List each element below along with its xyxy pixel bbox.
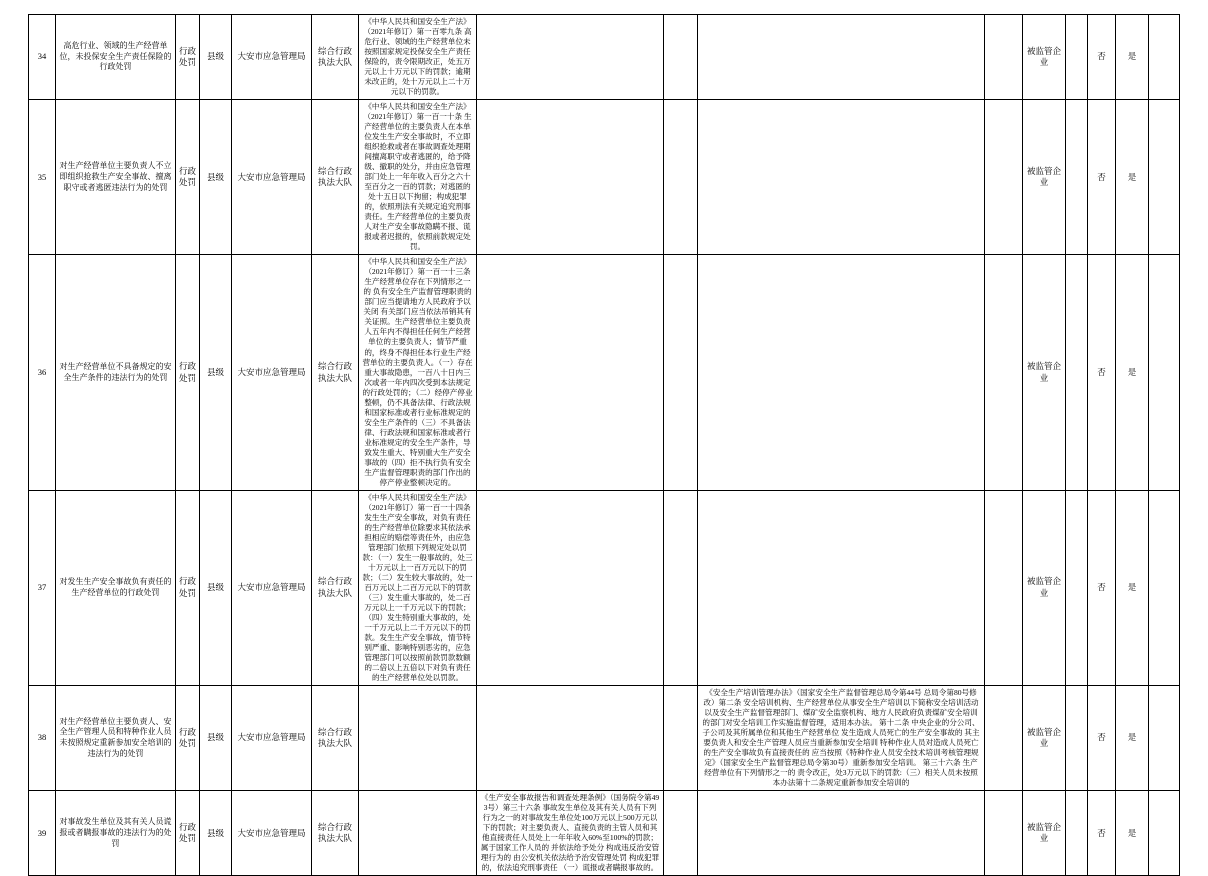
empty-cell [664, 15, 698, 100]
empty-cell [1149, 791, 1180, 876]
flag-no-cell: 否 [1088, 15, 1116, 100]
legal-basis-law-cell [359, 686, 477, 791]
legal-basis-rule-cell [698, 490, 985, 685]
empty-cell [985, 686, 1023, 791]
legal-basis-rule-cell [698, 15, 985, 100]
flag-no-cell: 否 [1088, 255, 1116, 490]
legal-basis-rule-cell: 《安全生产培训管理办法》（国家安全生产监督管理总局令第44号 总局令第80号修改）第二条 安全培训机构、生产经营单位从事安全生产培训以下简称安全培训活动以及安全生产监督管理部门、煤矿安全监察机构、地方人民政府负责煤矿安全培训的部门对安全培训工作实施监督管理，适用本办法。 第十二条 中央企业的分公司、子公司及其所属单位和其他生产经营单位 发生造成人员死亡的生产安全事故的 其主要负责人和安全生产管理人员应当重新参加安全培训 特种作业人员对造成人员死亡的生产安全事故负有直接责任的 应当按照《特种作业人员安全技术培训考核管理规定》（国家安全生产监督管理总局令第30号）重新参加安全培训。 第三十六条 生产经营单位有下列情形之一的 责令改正，处3万元以下的罚款:（三）相关人员未按照本办法第十二条规定重新参加安全培训的 [698, 686, 985, 791]
table-row [29, 15, 1180, 100]
flag-yes-cell: 是 [1116, 255, 1149, 490]
department-cell: 大安市应急管理局 [232, 490, 312, 685]
row-number-cell: 39 [29, 791, 56, 876]
legal-basis-regulation-cell: 《生产安全事故报告和调查处理条例》（国务院令第493号）第三十六条 事故发生单位及其有关人员有下列行为之一的对事故发生单位处100万元以上500万元以下的罚款；对主要负责人、直接负责的主管人员和其他直接责任人员处上一年年收入60%至100%的罚款；属于国家工作人员的 并依法给予处分 构成违反治安管理行为的 由公安机关依法给予治安管理处罚 构成犯罪的，依法追究刑事责任 （一）谎报或者瞒报事故的。 [477, 791, 664, 876]
item-name-cell: 高危行业、领域的生产经营单位，未投保安全生产责任保险的行政处罚 [56, 15, 176, 100]
enforcement-team-cell: 综合行政执法大队 [312, 490, 359, 685]
penalty-type-cell: 行政处罚 [176, 791, 200, 876]
supervised-entity-cell: 被监管企业 [1023, 490, 1066, 685]
legal-basis-law-cell: 《中华人民共和国安全生产法》（2021年修订）第一百零九条 高危行业、领域的生产经营单位未按照国家规定投保安全生产责任保险的，责令限期改正，处五万元以上十万元以下的罚款；逾期未改正的，处十万元以上二十万元以下的罚款。 [359, 15, 477, 100]
empty-cell [1149, 686, 1180, 791]
level-cell: 县级 [200, 15, 232, 100]
legal-basis-regulation-cell [477, 490, 664, 685]
department-cell: 大安市应急管理局 [232, 791, 312, 876]
department-cell: 大安市应急管理局 [232, 255, 312, 490]
table-row [29, 490, 1180, 685]
flag-yes-cell: 是 [1116, 791, 1149, 876]
empty-cell [664, 791, 698, 876]
empty-cell [1149, 255, 1180, 490]
supervised-entity-cell: 被监管企业 [1023, 791, 1066, 876]
level-cell: 县级 [200, 490, 232, 685]
row-number-cell: 34 [29, 15, 56, 100]
level-cell: 县级 [200, 686, 232, 791]
empty-cell [664, 100, 698, 255]
legal-basis-rule-cell [698, 255, 985, 490]
legal-basis-law-cell: 《中华人民共和国安全生产法》（2021年修订）第一百一十三条 生产经营单位存在下列情形之一的 负有安全生产监督管理职责的部门应当提请地方人民政府予以关闭 有关部门应当依法吊销其有关证照。生产经营单位主要负责人五年内不得担任任何生产经营单位的主要负责人；情节严重的，终身不得担任本行业生产经营单位的主要负责人。（一）存在重大事故隐患，一百八十日内三次或者一年内四次受到本法规定的行政处罚的；（二）经停产停业整顿，仍不具备法律、行政法规和国家标准或者行业标准规定的安全生产条件的（三）不具备法律、行政法规和国家标准或者行业标准规定的安全生产条件，导致发生重大、特别重大生产安全事故的（四）拒不执行负有安全生产监督管理职责的部门作出的停产停业整顿决定的。 [359, 255, 477, 490]
item-name-cell: 对生产经营单位不具备规定的安全生产条件的违法行为的处罚 [56, 255, 176, 490]
empty-cell [1066, 15, 1088, 100]
penalty-type-cell: 行政处罚 [176, 15, 200, 100]
item-name-cell: 对发生生产安全事故负有责任的生产经营单位的行政处罚 [56, 490, 176, 685]
legal-basis-law-cell [359, 791, 477, 876]
item-name-cell: 对生产经营单位主要负责人、安全生产管理人员和特种作业人员未按照规定重新参加安全培训的违法行为的处罚 [56, 686, 176, 791]
level-cell: 县级 [200, 791, 232, 876]
legal-basis-regulation-cell [477, 100, 664, 255]
enforcement-team-cell: 综合行政执法大队 [312, 686, 359, 791]
flag-yes-cell: 是 [1116, 686, 1149, 791]
table-row [29, 686, 1180, 791]
department-cell: 大安市应急管理局 [232, 15, 312, 100]
legal-basis-rule-cell [698, 100, 985, 255]
flag-no-cell: 否 [1088, 490, 1116, 685]
empty-cell [1149, 15, 1180, 100]
flag-no-cell: 否 [1088, 100, 1116, 255]
empty-cell [1066, 686, 1088, 791]
empty-cell [664, 490, 698, 685]
empty-cell [985, 490, 1023, 685]
supervised-entity-cell: 被监管企业 [1023, 255, 1066, 490]
empty-cell [985, 100, 1023, 255]
table-row [29, 791, 1180, 876]
legal-basis-rule-cell [698, 791, 985, 876]
supervised-entity-cell: 被监管企业 [1023, 15, 1066, 100]
legal-basis-regulation-cell [477, 15, 664, 100]
row-number-cell: 36 [29, 255, 56, 490]
flag-yes-cell: 是 [1116, 15, 1149, 100]
empty-cell [985, 15, 1023, 100]
empty-cell [664, 686, 698, 791]
table-row [29, 100, 1180, 255]
administrative-penalty-table [28, 14, 1180, 876]
legal-basis-law-cell: 《中华人民共和国安全生产法》（2021年修订）第一百一十条 生产经营单位的主要负责人在本单位发生生产安全事故时，不立即组织抢救或者在事故调查处理期间擅离职守或者逃匿的，给予降级、撤职的处分，并由应急管理部门处上一年年收入百分之六十至百分之一百的罚款；对逃匿的处十五日以下拘留；构成犯罪的，依照刑法有关规定追究刑事责任。生产经营单位的主要负责人对生产安全事故隐瞒不报、谎报或者迟报的，依照前款规定处罚。 [359, 100, 477, 255]
enforcement-team-cell: 综合行政执法大队 [312, 791, 359, 876]
level-cell: 县级 [200, 255, 232, 490]
flag-no-cell: 否 [1088, 686, 1116, 791]
row-number-cell: 35 [29, 100, 56, 255]
penalty-type-cell: 行政处罚 [176, 100, 200, 255]
legal-basis-regulation-cell [477, 255, 664, 490]
legal-basis-law-cell: 《中华人民共和国安全生产法》（2021年修订）第一百一十四条发生生产安全事故，对负有责任的生产经营单位除要求其依法承担相应的赔偿等责任外，由应急管理部门依照下列规定处以罚款：（一）发生一般事故的，处三十万元以上一百万元以下的罚款；（二）发生较大事故的，处一百万元以上二百万元以下的罚款（三）发生重大事故的，处二百万元以上一千万元以下的罚款；（四）发生特别重大事故的，处一千万元以上二千万元以下的罚款。发生生产安全事故，情节特别严重、影响特别恶劣的，应急管理部门可以按照前款罚款数额的二倍以上五倍以下对负有责任的生产经营单位处以罚款。 [359, 490, 477, 685]
item-name-cell: 对事故发生单位及其有关人员谎报或者瞒报事故的违法行为的处罚 [56, 791, 176, 876]
row-number-cell: 38 [29, 686, 56, 791]
enforcement-team-cell: 综合行政执法大队 [312, 15, 359, 100]
table-row [29, 255, 1180, 490]
empty-cell [985, 791, 1023, 876]
supervised-entity-cell: 被监管企业 [1023, 100, 1066, 255]
row-number-cell: 37 [29, 490, 56, 685]
power-list-table-sheet [28, 14, 1180, 876]
legal-basis-regulation-cell [477, 686, 664, 791]
flag-no-cell: 否 [1088, 791, 1116, 876]
empty-cell [1066, 100, 1088, 255]
level-cell: 县级 [200, 100, 232, 255]
penalty-type-cell: 行政处罚 [176, 255, 200, 490]
empty-cell [1149, 100, 1180, 255]
empty-cell [985, 255, 1023, 490]
flag-yes-cell: 是 [1116, 100, 1149, 255]
department-cell: 大安市应急管理局 [232, 686, 312, 791]
supervised-entity-cell: 被监管企业 [1023, 686, 1066, 791]
penalty-type-cell: 行政处罚 [176, 686, 200, 791]
penalty-type-cell: 行政处罚 [176, 490, 200, 685]
enforcement-team-cell: 综合行政执法大队 [312, 100, 359, 255]
empty-cell [1066, 255, 1088, 490]
empty-cell [1066, 490, 1088, 685]
department-cell: 大安市应急管理局 [232, 100, 312, 255]
empty-cell [664, 255, 698, 490]
empty-cell [1149, 490, 1180, 685]
flag-yes-cell: 是 [1116, 490, 1149, 685]
enforcement-team-cell: 综合行政执法大队 [312, 255, 359, 490]
empty-cell [1066, 791, 1088, 876]
item-name-cell: 对生产经营单位主要负责人不立即组织抢救生产安全事故、擅离职守或者逃匿违法行为的处罚 [56, 100, 176, 255]
